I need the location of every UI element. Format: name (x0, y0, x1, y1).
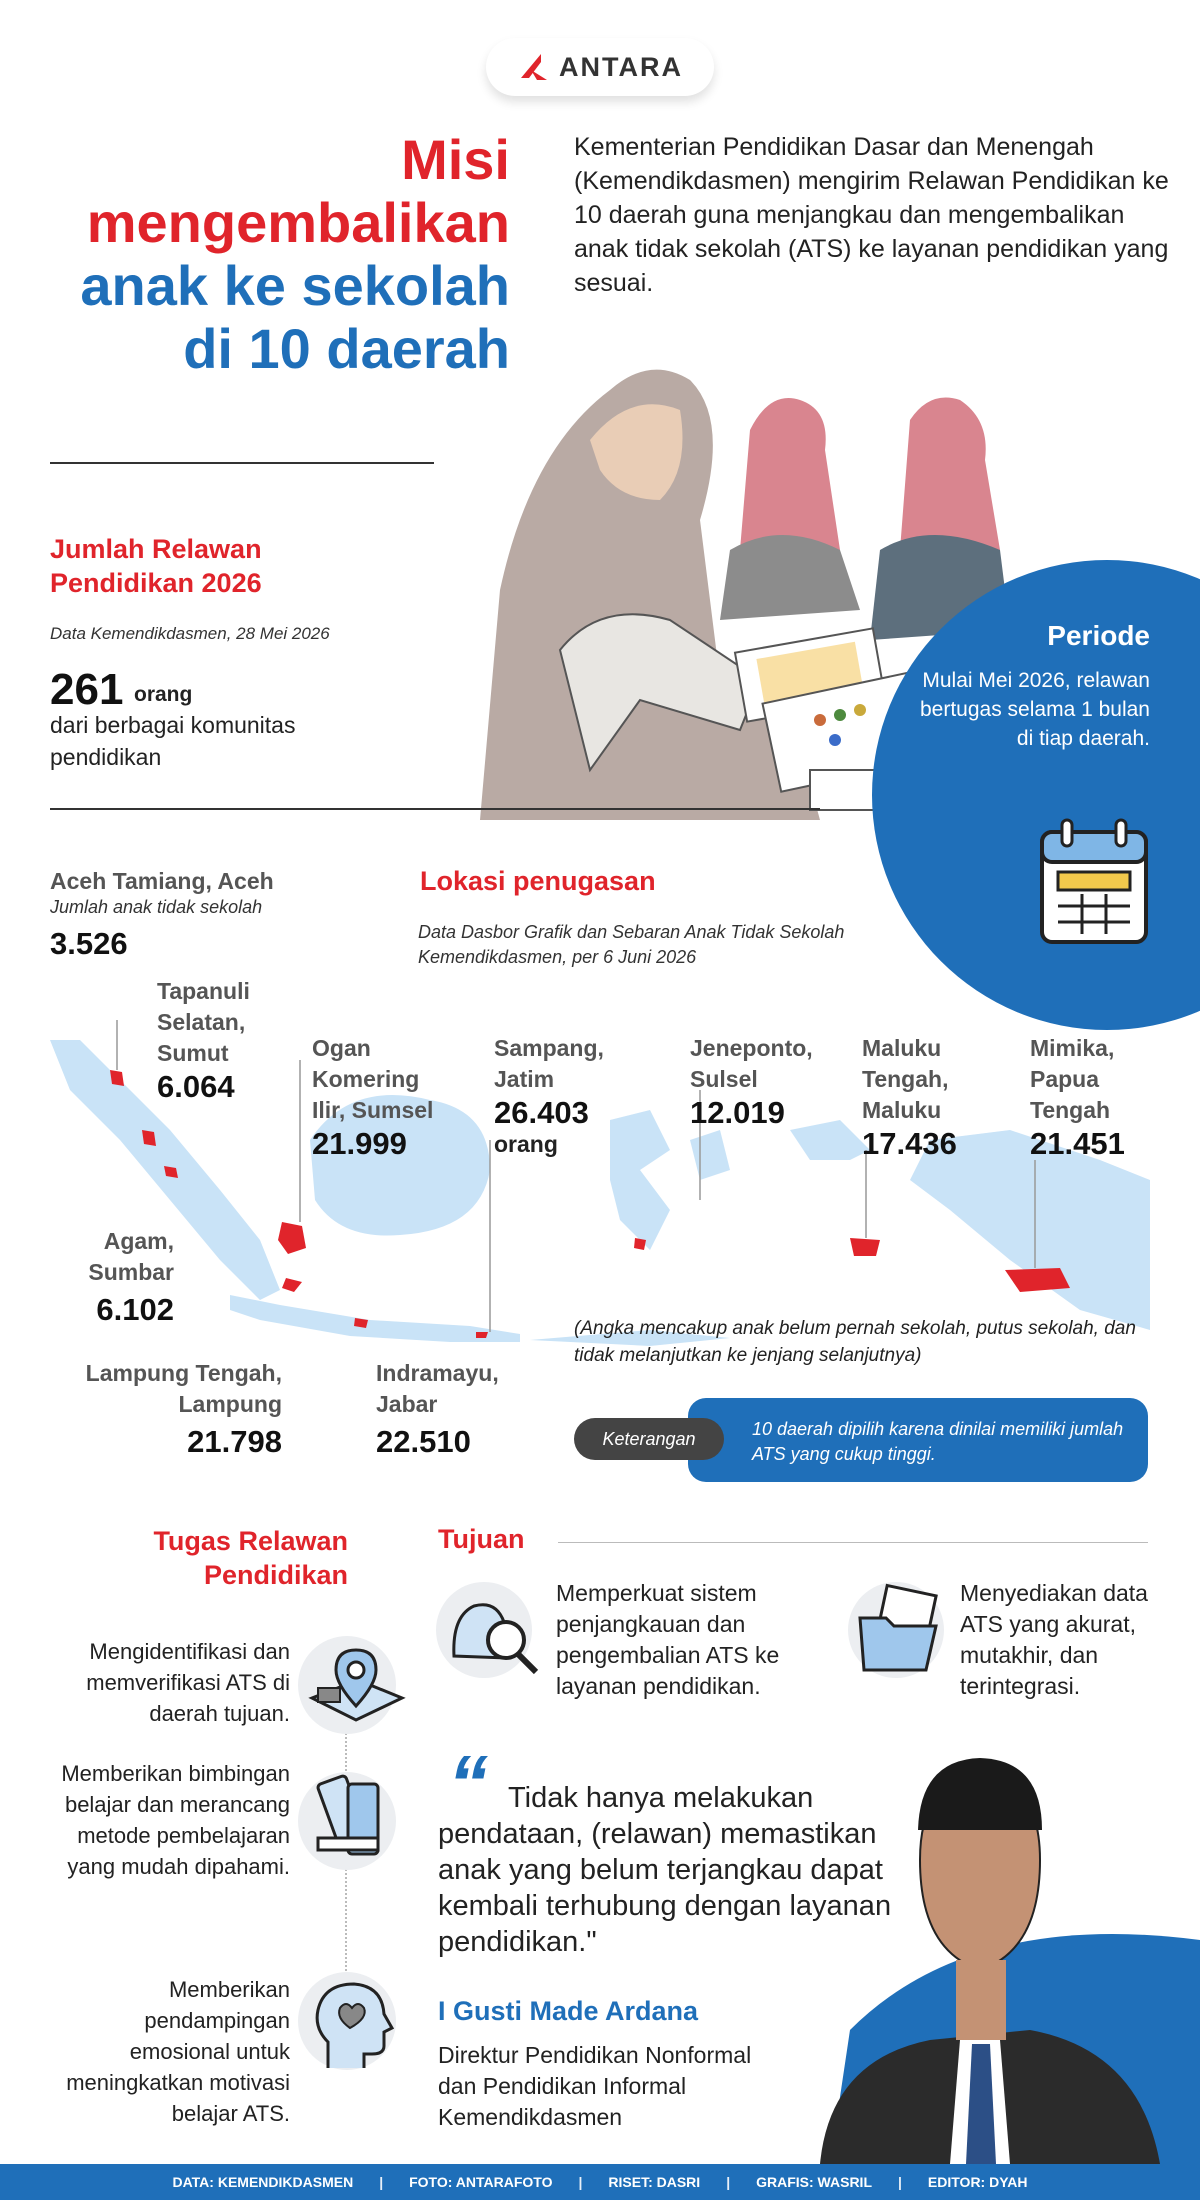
keterangan-label: Keterangan (574, 1418, 724, 1460)
region-name: Sampang, Jatim (494, 1035, 604, 1092)
mimika-marker (1005, 1268, 1070, 1292)
maluku-utara-island (690, 1130, 730, 1180)
brand-name: ANTARA (559, 51, 683, 82)
credit-editor: EDITOR: DYAH (927, 2174, 1028, 2190)
title-line-3: anak ke sekolah (80, 254, 510, 317)
head-heart-icon (298, 1972, 408, 2082)
region-value: 6.064 (157, 1069, 235, 1104)
region-aceh (50, 866, 330, 962)
jeneponto-marker (634, 1238, 646, 1250)
region-name: Agam, Sumbar (88, 1228, 174, 1285)
region-name: Maluku Tengah, Maluku (862, 1035, 949, 1123)
region-value: 26.403 (494, 1095, 589, 1130)
speaker-portrait (770, 1740, 1200, 2164)
region-name: Ogan Komering Ilir, Sumsel (312, 1035, 434, 1123)
speaker-role: Direktur Pendidikan Nonformal dan Pendidikan Informal Kemendikdasmen (438, 2042, 752, 2130)
region-value: 17.436 (862, 1126, 957, 1161)
region-mimika (1030, 1033, 1160, 1162)
region-value: 6.102 (96, 1292, 174, 1327)
region-value: 21.451 (1030, 1126, 1125, 1161)
separator: | (379, 2174, 384, 2190)
title-line-4: di 10 daerah (183, 317, 510, 380)
region-value: 21.798 (187, 1424, 282, 1459)
region-ogan (312, 1033, 452, 1162)
region-value: 12.019 (690, 1095, 785, 1130)
region-indramayu (376, 1358, 536, 1460)
divider (558, 1542, 1148, 1543)
separator: | (898, 2174, 902, 2190)
region-value: 21.999 (312, 1126, 407, 1161)
tujuan-heading: Tujuan (438, 1524, 525, 1554)
tugas-item-3: Memberikan pendampingan emosional untuk meningkatkan motivasi belajar ATS. (66, 1977, 290, 2126)
relawan-number: 261 (50, 665, 124, 714)
relawan-unit: orang (134, 683, 193, 706)
region-name: Indramayu, Jabar (376, 1360, 499, 1417)
tugas-heading: Tugas Relawan Pendidikan (153, 1526, 348, 1590)
relawan-heading: Jumlah Relawan Pendidikan 2026 (50, 534, 262, 598)
folder-document-icon (846, 1578, 956, 1688)
ogan-komering-ilir-marker (278, 1222, 306, 1254)
region-name: Lampung Tengah, Lampung (85, 1360, 282, 1417)
credit-data: DATA: KEMENDIKDASMEN (172, 2174, 354, 2190)
person-magnifier-icon (434, 1578, 544, 1688)
credit-grafis: GRAFIS: WASRIL (756, 2174, 872, 2190)
credit-riset: RISET: DASRI (608, 2174, 701, 2190)
periode-text: Mulai Mei 2026, relawan bertugas selama 1 bulan di tiap daerah. (920, 669, 1150, 750)
tujuan-item-2: Menyediakan data ATS yang akurat, mutakhir, dan terintegrasi. (960, 1580, 1148, 1699)
region-value: 3.526 (50, 926, 128, 961)
region-sampang (494, 1033, 644, 1158)
region-unit: orang (494, 1131, 558, 1157)
credit-foto: FOTO: ANTARAFOTO (409, 2174, 553, 2190)
lokasi-heading: Lokasi penugasan (420, 866, 656, 896)
tugas-item-1: Mengidentifikasi dan memverifikasi ATS di daerah tujuan. (86, 1639, 290, 1726)
region-maluku (862, 1033, 992, 1162)
divider (50, 808, 820, 810)
region-jeneponto (690, 1033, 830, 1131)
aceh-tamiang-marker (110, 1070, 124, 1086)
intro-text: Kementerian Pendidikan Dasar dan Menengah (Kemendikdasmen) mengirim Relawan Pendidikan ke 10 daerah guna menjangkau dan mengembalikan anak tidak sekolah (ATS) ke layanan pendidikan yang sesuai. (574, 133, 1169, 297)
separator: | (578, 2174, 583, 2190)
region-tapanuli (157, 976, 297, 1105)
lampung-tengah-marker (282, 1278, 302, 1292)
tugas-item-2: Memberikan bimbingan belajar dan merancang metode pembelajaran yang mudah dipahami. (61, 1761, 290, 1879)
sampang-marker (476, 1332, 488, 1338)
books-icon (298, 1768, 408, 1878)
title-line-1: Misi (401, 128, 510, 191)
region-sublabel: Jumlah anak tidak sekolah (50, 897, 263, 917)
antara-mark-icon (517, 52, 551, 82)
separator: | (726, 2174, 731, 2190)
tapanuli-selatan-marker (142, 1130, 156, 1146)
relawan-source: Data Kemendikdasmen, 28 Mei 2026 (50, 624, 330, 643)
keterangan-text: 10 daerah dipilih karena dinilai memiliki jumlah ATS yang cukup tinggi. (752, 1419, 1124, 1464)
quote-mark-icon: “ (448, 1739, 488, 1828)
antara-logo (486, 38, 714, 96)
credits-footer (0, 2164, 1200, 2200)
region-name: Mimika, Papua Tengah (1030, 1035, 1115, 1123)
map-location-pin-icon (298, 1636, 408, 1736)
region-lampung (50, 1358, 282, 1460)
maluku-tengah-marker (850, 1238, 880, 1256)
divider (50, 462, 434, 464)
relawan-description: dari berbagai komunitas pendidikan (50, 712, 296, 770)
region-name: Tapanuli Selatan, Sumut (157, 978, 250, 1066)
region-name: Aceh Tamiang, Aceh (50, 868, 274, 894)
region-value: 22.510 (376, 1424, 471, 1459)
map-footnote: (Angka mencakup anak belum pernah sekolah, putus sekolah, dan tidak melanjutkan ke jenjang selanjutnya) (574, 1318, 1136, 1366)
region-name: Jeneponto, Sulsel (690, 1035, 813, 1092)
quote-body: Tidak hanya melakukan pendataan, (relawan) memastikan anak yang belum terjangkau dapat kembali terhubung dengan layanan pendidikan." (438, 1782, 892, 1958)
page-title (40, 128, 510, 380)
speaker-name: I Gusti Made Ardana (438, 1996, 699, 2026)
periode-heading: Periode (1047, 620, 1150, 651)
lokasi-source: Data Dasbor Grafik dan Sebaran Anak Tidak Sekolah Kemendikdasmen, per 6 Juni 2026 (418, 922, 845, 967)
tujuan-item-1: Memperkuat sistem penjangkauan dan pengembalian ATS ke layanan pendidikan. (556, 1580, 780, 1699)
title-line-2: mengembalikan (86, 191, 510, 254)
calendar-icon (1036, 814, 1152, 948)
region-agam (50, 1226, 174, 1328)
